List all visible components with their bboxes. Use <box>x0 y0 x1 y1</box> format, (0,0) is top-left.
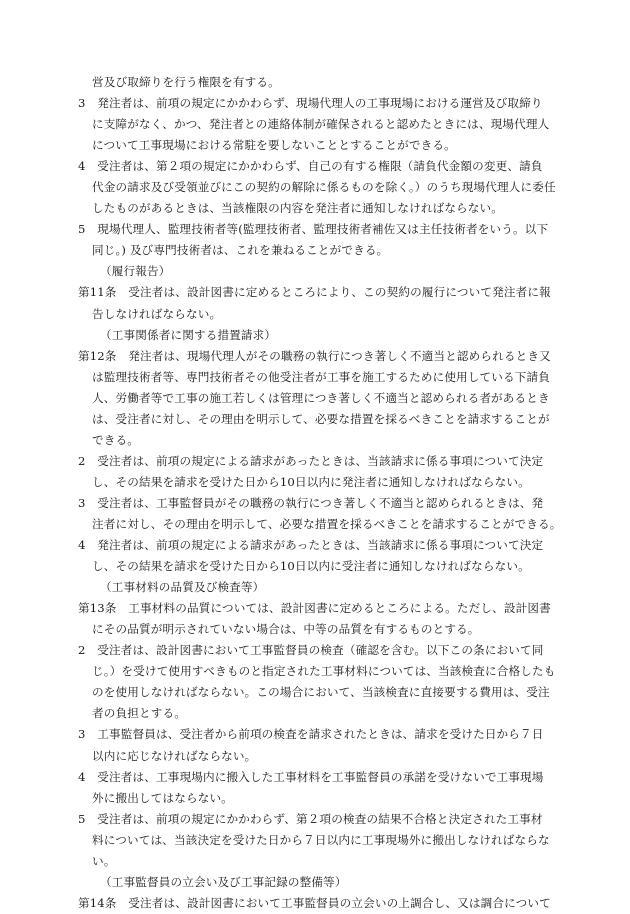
text-line: 注者に対し、その理由を明示して、必要な措置を採るべきことを請求することができる。 <box>92 516 562 531</box>
text-line: 2 受注者は、前項の規定による請求があったときは、当該請求に係る事項について決定 <box>78 453 544 468</box>
text-line: のを使用しなければならない。この場合において、当該検査に直接要する費用は、受注 <box>92 685 550 700</box>
text-line: 5 受注者は、前項の規定にかかわらず、第２項の検査の結果不合格と決定された工事材 <box>78 811 543 826</box>
document-page <box>78 72 562 914</box>
text-line: 3 工事監督員は、受注者から前項の検査を請求されたときは、請求を受けた日から７日 <box>78 727 544 742</box>
text-line: 第14条 受注者は、設計図書において工事監督員の立会いの上調合し、又は調合について <box>78 895 551 910</box>
article-heading: （工事関係者に関する措置請求） <box>100 327 277 342</box>
text-line: できる。 <box>92 432 139 447</box>
text-line: に支障がなく、かつ、発注者との連絡体制が確保されると認めたときには、現場代理人 <box>92 117 550 132</box>
text-line: 5 現場代理人、監理技術者等(監理技術者、監理技術者補佐又は主任技術者をいう。以下 <box>78 222 549 237</box>
text-line: し、その結果を請求を受けた日から10日以内に受注者に通知しなければならない。 <box>92 559 530 574</box>
article-heading: （工事材料の品質及び検査等） <box>100 580 265 595</box>
text-line: 以内に応じなければならない。 <box>92 748 257 763</box>
text-line: 人、労働者等で工事の施工若しくは管理につき著しく不適当と認められる者があるとき <box>92 390 550 405</box>
article-heading: （工事監督員の立会い及び工事記録の整備等） <box>100 874 347 889</box>
text-line: は、受注者に対し、その理由を明示して、必要な措置を採るべきことを請求することが <box>92 411 550 426</box>
text-line: い。 <box>92 853 116 868</box>
text-line: 告しなければならない。 <box>92 306 222 321</box>
text-line: 2 受注者は、設計図書において工事監督員の検査（確認を含む。以下この条において同 <box>78 643 544 658</box>
text-line: は監理技術者等、専門技術者その他受注者が工事を施工するために使用している下請負 <box>92 369 551 384</box>
text-line: 代金の請求及び受領並びにこの契約の解除に係るものを除く。）のうち現場代理人に委任 <box>92 180 556 195</box>
text-line: 外に搬出してはならない。 <box>92 790 233 805</box>
text-line: 3 受注者は、工事監督員がその職務の執行につき著しく不適当と認められるときは、発 <box>78 495 544 510</box>
text-line: 第13条 工事材料の品質については、設計図書に定めるところによる。ただし、設計図書 <box>78 601 551 616</box>
text-line: 料については、当該決定を受けた日から７日以内に工事現場外に搬出しなければならな <box>92 832 550 847</box>
text-line: 同じ。) 及び専門技術者は、これを兼ねることができる。 <box>92 243 389 258</box>
text-line: 4 発注者は、前項の規定による請求があったときは、当該請求に係る事項について決定 <box>78 538 544 553</box>
text-line: し、その結果を請求を受けた日から10日以内に発注者に通知しなければならない。 <box>92 474 530 489</box>
text-line: 4 受注者は、第２項の規定にかかわらず、自己の有する権限（請負代金額の変更、請負 <box>78 159 543 174</box>
text-line: したものがあるときは、当該権限の内容を発注者に通知しなければならない。 <box>92 201 504 216</box>
text-line: じ。）を受けて使用すべきものと指定された工事材料については、当該検査に合格したも <box>92 664 556 679</box>
text-line: 3 発注者は、前項の規定にかかわらず、現場代理人の工事現場における運営及び取締り <box>78 96 543 111</box>
text-line: にその品質が明示されていない場合は、中等の品質を有するものとする。 <box>92 622 480 637</box>
text-line: 第11条 受注者は、設計図書に定めるところにより、この契約の履行について発注者に報 <box>78 285 551 300</box>
text-line: 営及び取締りを行う権限を有する。 <box>92 75 280 89</box>
text-line: 者の負担とする。 <box>92 706 186 721</box>
text-line: 4 受注者は、工事現場内に搬入した工事材料を工事監督員の承諾を受けないで工事現場 <box>78 769 544 784</box>
article-heading: （履行報告） <box>100 264 171 279</box>
text-line: 第12条 発注者は、現場代理人がその職務の執行につき著しく不適当と認められるとき又 <box>78 348 551 363</box>
text-line: について工事現場における常駐を要しないこととすることができる。 <box>92 138 456 153</box>
